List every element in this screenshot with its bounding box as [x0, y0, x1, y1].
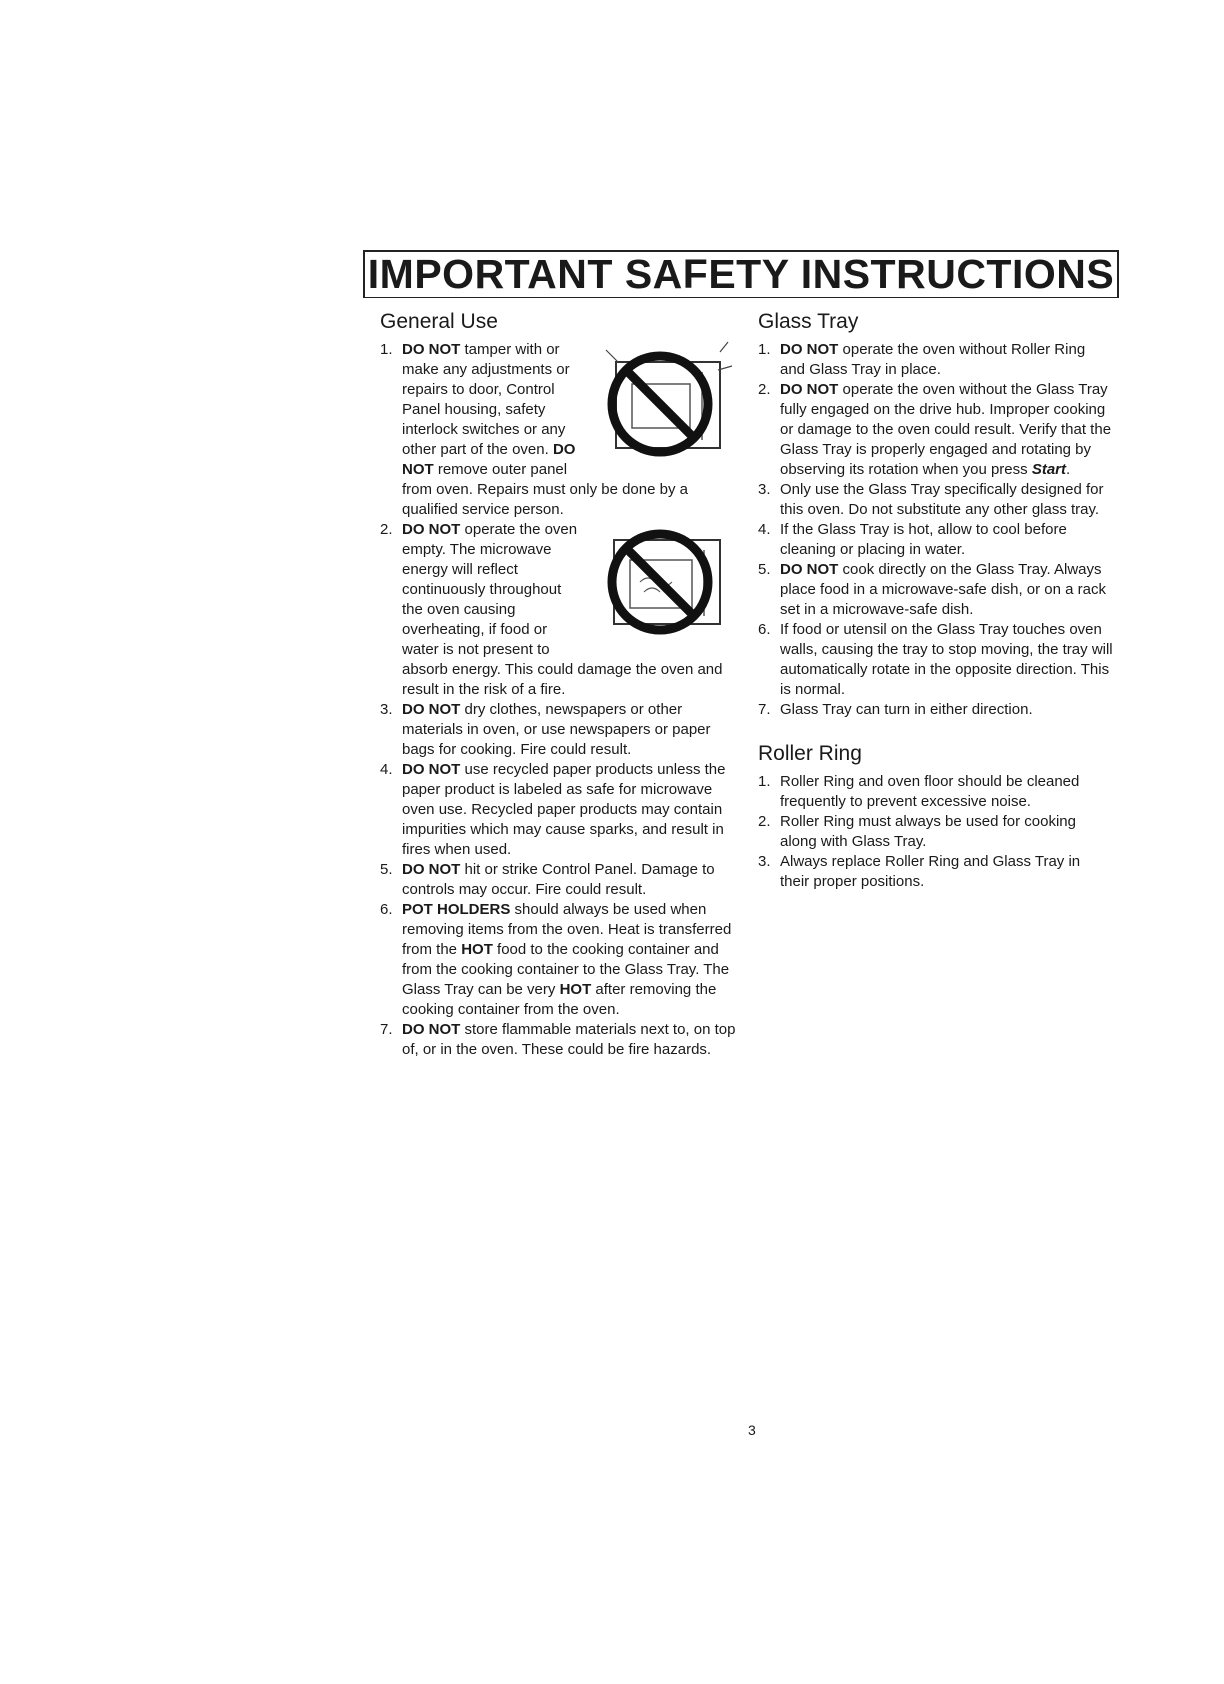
page-number: 3: [748, 1422, 756, 1438]
general-use-list: [380, 340, 740, 1060]
list-item: 2. DO NOT operate the oven without the Glass Tray fully engaged on the drive hub. Improper cooking or damage to the oven could result. Verify that the Glass Tray is properly engaged and rotating by observing its rotation when you press Start.: [758, 381, 1112, 478]
general-use-section: [380, 310, 740, 1060]
list-item: 3. DO NOT dry clothes, newspapers or other materials in oven, or use newspapers or paper bags for cooking. Fire could result.: [380, 701, 711, 758]
roller-ring-list: [758, 772, 1113, 892]
list-item: 7. Glass Tray can turn in either direction.: [758, 701, 1033, 718]
list-item: 1. DO NOT tamper with or make any adjustments or repairs to door, Control Panel housing, safety interlock switches or any other part of the oven. DO NOT remove outer panel from oven. Repairs must only be done by a qualified service person.: [380, 340, 740, 520]
no-tampering-oven-icon: [592, 340, 734, 462]
list-item: 5. DO NOT cook directly on the Glass Tray. Always place food in a microwave-safe dish, or on a rack set in a microwave-safe dish.: [758, 561, 1106, 618]
list-item: 6. POT HOLDERS should always be used when removing items from the oven. Heat is transferred from the HOT food to the cooking container and from the cooking container to the Glass Tray. The Glass Tray can be very HOT after removing the cooking container from the oven.: [380, 901, 732, 1018]
list-item: 1. DO NOT operate the oven without Roller Ring and Glass Tray in place.: [758, 341, 1086, 378]
page-title-box: [363, 250, 1119, 298]
glass-tray-heading: Glass Tray: [758, 310, 859, 333]
roller-ring-heading: Roller Ring: [758, 742, 862, 765]
general-use-heading: General Use: [380, 310, 498, 333]
page-title: IMPORTANT SAFETY INSTRUCTIONS: [367, 251, 1115, 297]
list-item: 7. DO NOT store flammable materials next to, on top of, or in the oven. These could be fire hazards.: [380, 1021, 736, 1058]
list-item: 2. DO NOT operate the oven empty. The microwave energy will reflect continuously throughout the oven causing overheating, if food or water is not present to absorb energy. This could damage the oven and result in the risk of a fire.: [380, 520, 740, 700]
list-item: 3. Only use the Glass Tray specifically designed for this oven. Do not substitute any other glass tray.: [758, 481, 1104, 518]
list-item: 4. If the Glass Tray is hot, allow to cool before cleaning or placing in water.: [758, 521, 1067, 558]
list-item: 2. Roller Ring must always be used for cooking along with Glass Tray.: [758, 813, 1076, 850]
no-empty-operation-icon: [592, 520, 734, 640]
list-item: 3. Always replace Roller Ring and Glass Tray in their proper positions.: [758, 853, 1081, 890]
list-item: 4. DO NOT use recycled paper products unless the paper product is labeled as safe for microwave oven use. Recycled paper products may contain impurities which may cause sparks, and result in fires when used.: [380, 761, 726, 858]
right-column: [758, 310, 1113, 892]
list-item: 6. If food or utensil on the Glass Tray touches oven walls, causing the tray to stop moving, the tray will automatically rotate in the opposite direction. This is normal.: [758, 621, 1113, 698]
list-item: 1. Roller Ring and oven floor should be cleaned frequently to prevent excessive noise.: [758, 773, 1080, 810]
glass-tray-list: [758, 340, 1113, 720]
list-item: 5. DO NOT hit or strike Control Panel. Damage to controls may occur. Fire could result.: [380, 861, 715, 898]
